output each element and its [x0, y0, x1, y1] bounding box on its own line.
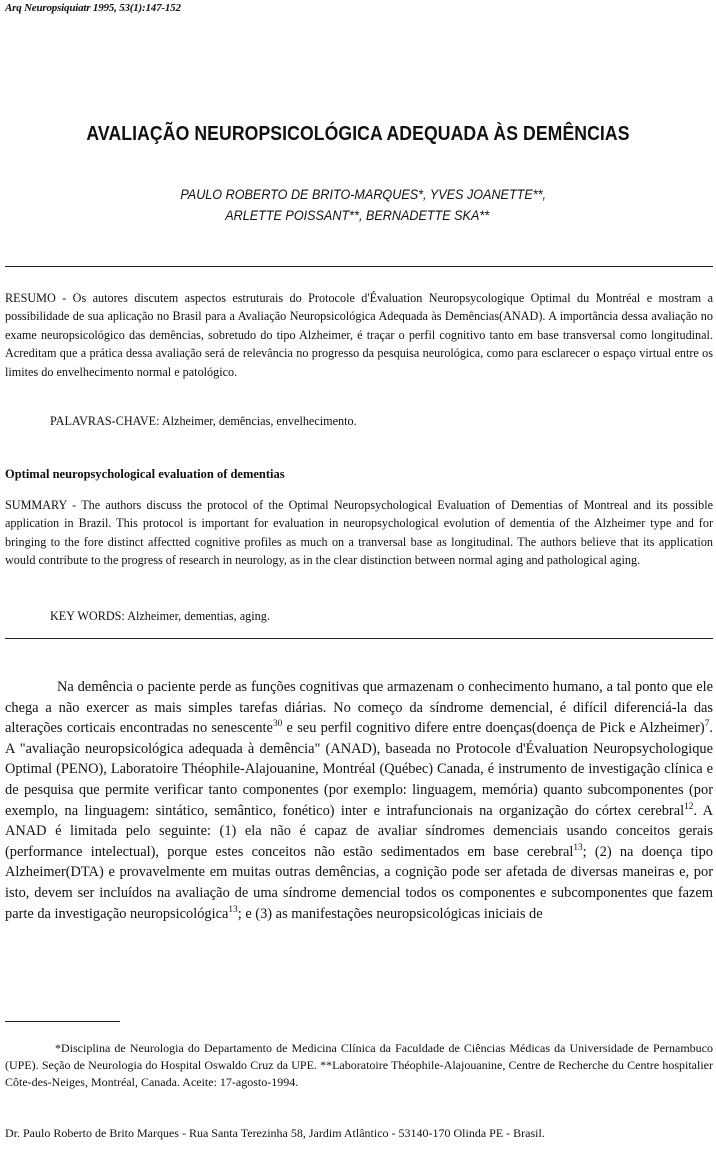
bottom-divider [5, 638, 713, 639]
citation-30: 30 [272, 719, 283, 730]
body-text-6: ; e (3) as manifestações neuropsicológicas iniciais de [237, 905, 543, 922]
citation-13a: 13 [573, 842, 583, 853]
resumo-paragraph: RESUMO - Os autores discutem aspectos estruturais do Protocole d'Évaluation Neuropsycologique Optimal du Montréal e mostram a possibilidade de sua aplicação no Brasil para a Avaliação Neuropsicológica Adequada às Demências(ANAD). A importância dessa avaliação no exame neuropsicológico das demências, sobretudo do tipo Alzheimer, é traçar o perfil cognitivo tanto em base transversal como longitudinal. Acreditam que a prática dessa avaliação será de relevância no progresso da pesquisa neurológica, como para esclarecer o espaço virtual entre os limites do envelhecimento normal e patológico. [5, 291, 713, 379]
summary-paragraph: SUMMARY - The authors discuss the protocol of the Optimal Neuropsychological Evaluation of Dementias of Montreal and its possible application in Brazil. This protocol is important for evaluation in neuropsychological evolution of dementia of the Alzheimer type and for bringing to the fore distinct affectted cognitive profiles as much on a tranversal base as longitudinal. The authors believe that its application would contribute to the progress of research in neurology, as in the clear distinction between normal aging and pathological aging. [5, 498, 713, 568]
citation-7: 7 [704, 719, 710, 730]
footnote-divider [5, 1021, 120, 1022]
body-text-1: Na demência o paciente perde as funções cognitivas que armazenam o conhecimento humano, a tal ponto que ele chega a não exercer as mais simples tarefas diárias. No começo da síndrome demencial, é difícil diferenciá-la das alterações corticais encontradas no senescente [5, 679, 713, 737]
authors-line-2: ARLETTE POISSANT**, BERNADETTE SKA** [225, 207, 490, 223]
citation-13b: 13 [228, 904, 238, 915]
body-paragraph [5, 677, 713, 924]
palavras-chave: PALAVRAS-CHAVE: Alzheimer, demências, envelhecimento. [50, 414, 357, 428]
english-title: Optimal neuropsychological evaluation of dementias [5, 467, 285, 481]
citation-12: 12 [684, 801, 694, 812]
affiliation-footnote: *Disciplina de Neurologia do Departamento de Medicina Clínica da Faculdade de Ciências Médicas da Universidade de Pernambuco (UPE). Seção de Neurologia do Hospital Oswaldo Cruz da UPE. **Laboratoire Théophile-Alajouanine, Centre de Recherche du Centre hospitalier Côte-des-Neiges, Montréal, Canada. Aceite: 17-agosto-1994. [5, 1041, 713, 1090]
body-text-3: . A "avaliação neuropsicológica adequada à demência" (ANAD), baseada no Protocole d'Évaluation Neuropsychologique Optimal (PENO), Laboratoire Théophile-Alajouanine, Montréal (Québec) Canada, é instrumento de investigação clínica e de pesquisa que permite verificar tanto componentes (por exemplo: linguagem, memória) quanto subcomponentes (por exemplo, na linguagem: sintático, semântico, fonético) inter e intrafuncionais na organização do córtex cerebral [5, 720, 714, 819]
top-divider [5, 266, 713, 267]
authors-line-1: PAULO ROBERTO DE BRITO-MARQUES*, YVES JOANETTE**, [180, 186, 547, 202]
body-text-2: e seu perfil cognitivo difere entre doenças(doença de Pick e Alzheimer) [282, 720, 705, 737]
journal-reference: Arq Neuropsiquiatr 1995, 53(1):147-152 [5, 2, 181, 14]
key-words: KEY WORDS: Alzheimer, dementias, aging. [50, 609, 270, 623]
body-text-4: . A ANAD é limitada pelo seguinte: (1) ela não é capaz de avaliar síndromes demenciais usando conceitos gerais (performance intelectual), porque estes conceitos não estão sedimentados em base cerebral [5, 802, 714, 860]
correspondence-address: Dr. Paulo Roberto de Brito Marques - Rua Santa Terezinha 58, Jardim Atlântico - 53140-170 Olinda PE - Brasil. [5, 1126, 545, 1140]
body-text-5: ; (2) na doença tipo Alzheimer(DTA) e provavelmente em muitas outras demências, a cognição pode ser afetada de diversas maneiras e, por isto, devem ser incluídos na avaliação de uma síndrome demencial todos os componentes e subcomponentes que fazem parte da investigação neuropsicológica [5, 843, 713, 922]
article-title: AVALIAÇÃO NEUROPSICOLÓGICA ADEQUADA ÀS DEMÊNCIAS [86, 122, 630, 145]
